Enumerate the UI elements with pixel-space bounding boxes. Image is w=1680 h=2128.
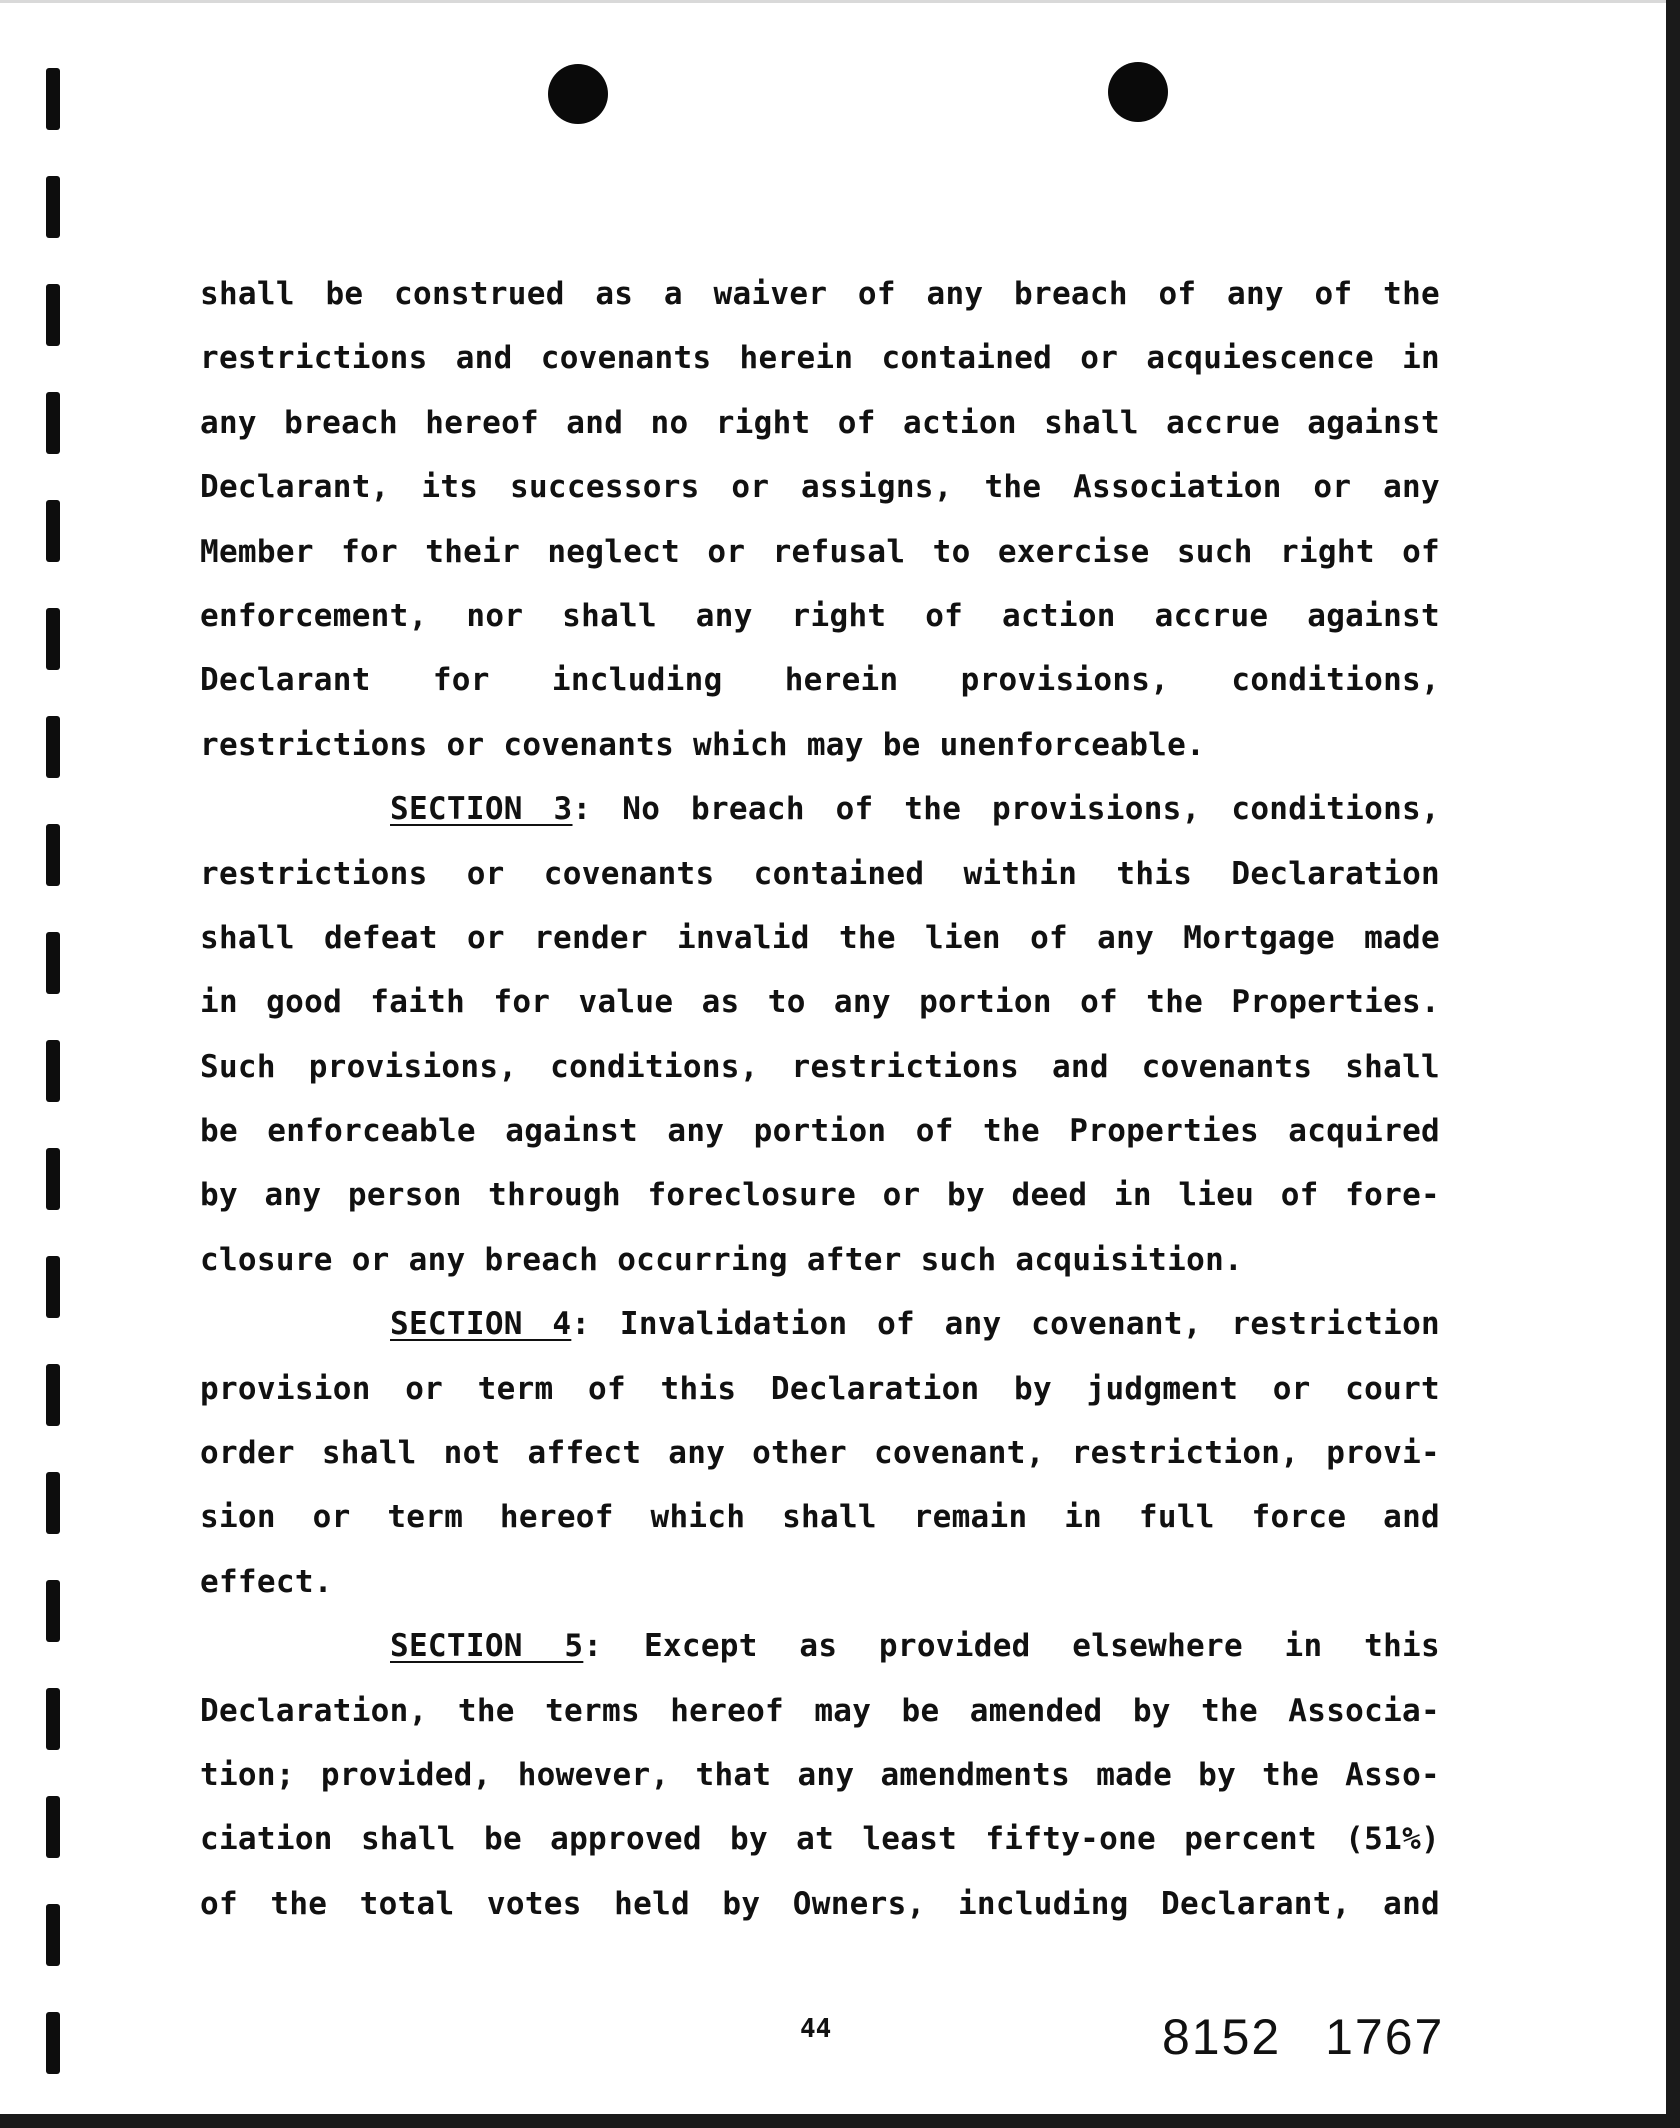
text-line: enforcement, nor shall any right of action accrue against xyxy=(200,597,1440,634)
binding-mark xyxy=(46,716,60,778)
binding-mark xyxy=(46,500,60,562)
section-5-heading: SECTION 5 xyxy=(390,1628,584,1665)
text-line: Declarant, its successors or assigns, the Association or any xyxy=(200,469,1440,506)
punch-hole-right xyxy=(1108,62,1168,122)
text-line: by any person through foreclosure or by deed in lieu of fore- xyxy=(200,1177,1440,1214)
binding-mark xyxy=(46,1364,60,1426)
binding-mark xyxy=(46,2012,60,2074)
text-line: restrictions or covenants contained within this Declaration xyxy=(200,855,1440,892)
binding-mark xyxy=(46,1796,60,1858)
section-3-first-line xyxy=(200,777,1440,841)
binding-mark xyxy=(46,1688,60,1750)
binding-mark xyxy=(46,68,60,130)
text-line: Declarant for including herein provisions, conditions, xyxy=(200,662,1440,699)
binding-mark xyxy=(46,1904,60,1966)
text-line: in good faith for value as to any portion of the Properties. xyxy=(200,984,1440,1021)
text-line: closure or any breach occurring after such acquisition. xyxy=(200,1241,1243,1278)
section-3-heading: SECTION 3 xyxy=(390,791,573,828)
binding-mark xyxy=(46,1040,60,1102)
book-page-stamp: 8152 1767 xyxy=(1162,2009,1445,2065)
text-line: Such provisions, conditions, restrictions and covenants shall xyxy=(200,1048,1440,1085)
binding-mark xyxy=(46,392,60,454)
binding-mark xyxy=(46,1148,60,1210)
section-4-lead-text: : Invalidation of any covenant, restriction xyxy=(571,1306,1440,1343)
text-line: any breach hereof and no right of action shall accrue against xyxy=(200,404,1440,441)
binding-mark xyxy=(46,1256,60,1318)
page-number: 44 xyxy=(800,2014,832,2044)
binding-mark xyxy=(46,608,60,670)
punch-hole-left xyxy=(548,64,608,124)
text-line: order shall not affect any other covenant, restriction, provi- xyxy=(200,1435,1440,1472)
text-line: Member for their neglect or refusal to exercise such right of xyxy=(200,533,1440,570)
text-line: provision or term of this Declaration by judgment or court xyxy=(200,1370,1440,1407)
section-4-first-line xyxy=(200,1292,1440,1356)
document-body xyxy=(200,262,1440,1936)
section-3-lead-text: : No breach of the provisions, conditions, xyxy=(572,791,1440,828)
text-line: shall defeat or render invalid the lien of any Mortgage made xyxy=(200,919,1440,956)
text-line: Declaration, the terms hereof may be amended by the Associa- xyxy=(200,1692,1440,1729)
section-5-first-line xyxy=(200,1614,1440,1678)
text-line: restrictions and covenants herein contained or acquiescence in xyxy=(200,340,1440,377)
section-4-heading: SECTION 4 xyxy=(390,1306,572,1343)
text-line: sion or term hereof which shall remain in full force and xyxy=(200,1499,1440,1536)
binding-mark xyxy=(46,824,60,886)
text-line: ciation shall be approved by at least fifty-one percent (51%) xyxy=(200,1821,1440,1858)
binding-mark xyxy=(46,1580,60,1642)
scan-edge-bottom xyxy=(0,2114,1680,2128)
binding-mark xyxy=(46,284,60,346)
binding-marks xyxy=(46,68,64,2088)
text-line: restrictions or covenants which may be unenforceable. xyxy=(200,726,1206,763)
section-5-lead-text: : Except as provided elsewhere in this xyxy=(583,1628,1440,1665)
scan-edge-top xyxy=(0,0,1680,3)
text-line: effect. xyxy=(200,1563,333,1600)
text-line: of the total votes held by Owners, including Declarant, and xyxy=(200,1885,1440,1922)
text-line: shall be construed as a waiver of any breach of any of the xyxy=(200,276,1440,312)
scan-edge-right xyxy=(1666,0,1680,2128)
text-line: tion; provided, however, that any amendments made by the Asso- xyxy=(200,1756,1440,1793)
binding-mark xyxy=(46,176,60,238)
binding-mark xyxy=(46,932,60,994)
binding-mark xyxy=(46,1472,60,1534)
text-line: be enforceable against any portion of the Properties acquired xyxy=(200,1113,1440,1150)
